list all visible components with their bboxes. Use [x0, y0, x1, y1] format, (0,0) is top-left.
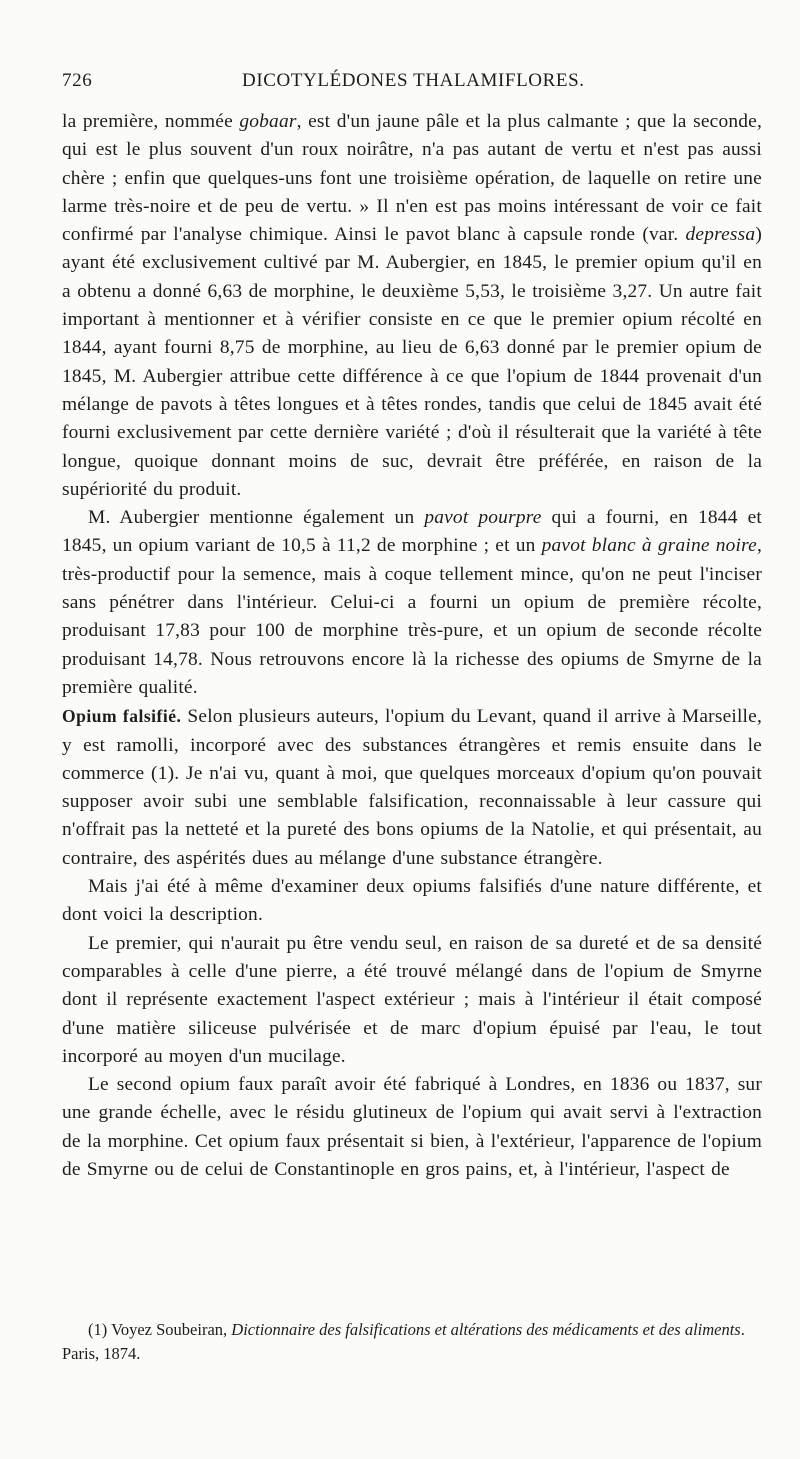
italic-term: pavot pourpre [424, 507, 542, 529]
page-number: 726 [62, 70, 93, 91]
italic-term: pavot blanc à graine noire [541, 535, 757, 557]
paragraph: Le premier, qui n'aurait pu être vendu seul, en raison de sa dureté et de sa densité comparables à celle d'une pierre, a été trouvé mélangé dans de l'opium de Smyrne dont il représente exactement l'aspect extérieur ; mais à l'intérieur il était composé d'une matière siliceuse pulvérisée et de marc d'opium épuisé par l'eau, le tout incorporé au moyen d'un mucilage. [62, 932, 762, 1067]
paragraph: Mais j'ai été à même d'examiner deux opiums falsifiés d'une nature différente, et dont voici la description. [62, 876, 762, 926]
text-run: . Paris, 1874. [62, 1320, 745, 1363]
italic-term: gobaar [239, 111, 297, 132]
paragraph-opium-falsifie [62, 702, 762, 873]
body-text [62, 108, 762, 1184]
text-run: qui a fourni, en 1844 et 1845, un opium variant de 10,5 à 11,2 de morphine ; et un [62, 507, 762, 557]
paragraph-pavot-pourpre [62, 504, 762, 702]
page-header [62, 70, 762, 100]
text-run: M. Aubergier mentionne également un [88, 507, 425, 529]
paragraph: Le second opium faux paraît avoir été fabriqué à Londres, en 1836 ou 1837, sur une grande échelle, avec le résidu glutineux de l'opium qui avait servi à l'extraction de la morphine. Cet opium faux présentait si bien, à l'extérieur, l'apparence de l'opium de Smyrne ou de celui de Constantinople en gros pains, et, à l'intérieur, l'aspect de [62, 1074, 762, 1180]
section-run-in-heading: Opium falsifié. [62, 706, 182, 727]
text-run: la première, nommée [62, 111, 240, 132]
text-run: Selon plusieurs auteurs, l'opium du Levant, quand il arrive à Marseille, y est ramolli, incorporé avec des substances étrangères et remis ensuite dans le commerce (1). Je n'ai vu, quant à moi, que quelques morceaux d'opium qu'on pouvait supposer avoir subi une semblable falsification, reconnaissable à leur cassure qui n'offrait pas la netteté et la pureté des bons opiums de la Natolie, et qui présentait, au contraire, des aspérités dues au mélange d'une substance étrangère. [62, 706, 763, 869]
paragraph-continuation [62, 108, 762, 504]
running-head: DICOTYLÉDONES THALAMIFLORES. [242, 70, 585, 91]
text-run: , très-productif pour la semence, mais à coque tellement mince, qu'on ne peut l'inciser sans pénétrer dans l'intérieur. Celui-ci a fourni un opium de première récolte, produisant 17,83 pour 100 de morphine très-pure, et un opium de seconde récolte produisant 14,78. Nous retrouvons encore là la richesse des opiums de Smyrne de la première qualité. [62, 535, 762, 698]
text-run: ) ayant été exclusivement cultivé par M. Aubergier, en 1845, le premier opium qu'il en a obtenu a donné 6,63 de morphine, le deuxième 5,53, le troisième 3,27. Un autre fait important à mentionner et à vérifier consiste en ce que le premier opium récolté en 1844, ayant fourni 8,75 de morphine, au lieu de 6,63 donné par le premier opium de 1845, M. Aubergier attribue cette différence à ce que l'opium de 1844 provenait d'un mélange de pavots à têtes longues et à têtes rondes, tandis que celui de 1845 avait été fourni exclusivement par cette dernière variété ; d'où il résulterait que la variété à tête longue, quoique donnant moins de suc, devrait être préférée, en raison de la supériorité du produit. [62, 224, 762, 500]
text-run: (1) Voyez Soubeiran, [88, 1320, 232, 1339]
footnote [62, 1318, 762, 1366]
text-run: , est d'un jaune pâle et la plus calmante ; que la seconde, qui est le plus souvent d'un roux noirâtre, n'a pas autant de vertu et n'est pas aussi chère ; enfin que quelques-uns font une troisième opération, de laquelle on retire une larme très-noire et de peu de vertu. » Il n'en est pas moins intéressant de voir ce fait confirmé par l'analyse chimique. Ainsi le pavot blanc à capsule ronde (var. [62, 111, 762, 246]
italic-title: Dictionnaire des falsifications et altérations des médicaments et des aliments [231, 1320, 741, 1339]
italic-term: depressa [685, 224, 756, 246]
